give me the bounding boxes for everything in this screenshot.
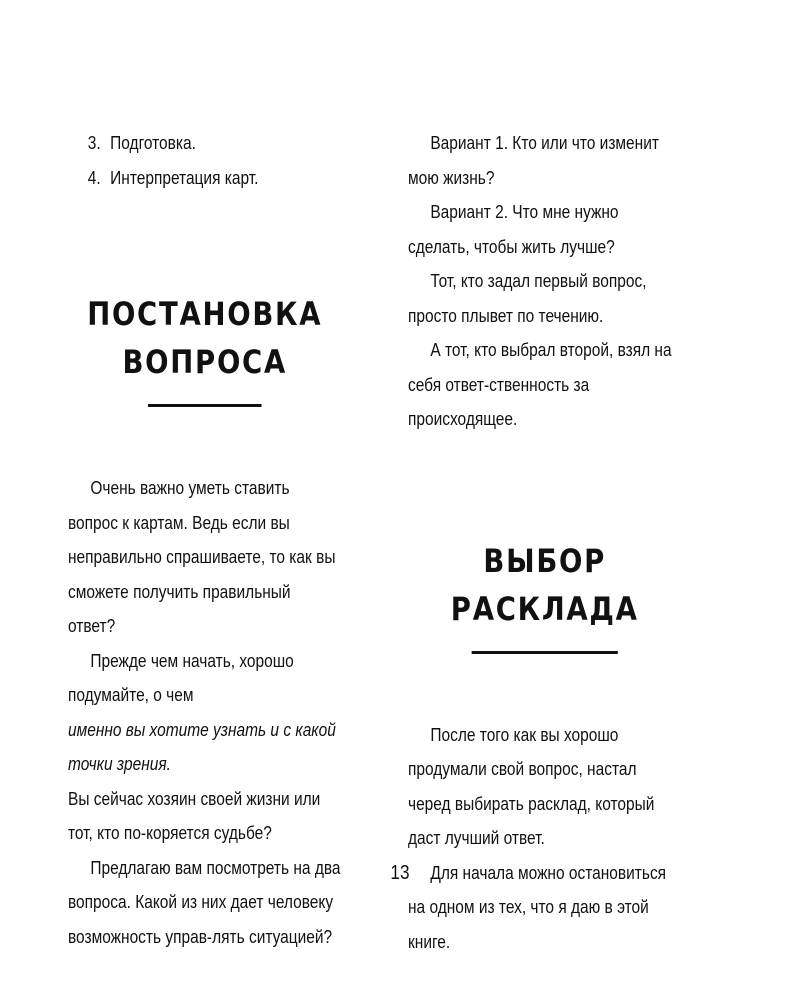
- right-column: [408, 126, 726, 959]
- paragraph: Для начала можно остановиться на одном из тех, что я даю в этой книге.: [408, 862, 667, 952]
- emphasis-text: именно вы хотите узнать и с какой точки зрения.: [68, 719, 336, 774]
- list-item-number: 3.: [87, 133, 101, 153]
- list-item: [68, 126, 386, 161]
- paragraph: Вариант 2. Что мне нужно сделать, чтобы жить лучше?: [408, 202, 619, 257]
- list-item: [68, 161, 386, 196]
- paragraph: После того как вы хорошо продумали свой вопрос, настал черед выбирать расклад, который даст лучший ответ.: [408, 724, 655, 848]
- heading-underline: [148, 404, 262, 407]
- heading-line: ПОСТАНОВКА: [87, 295, 323, 333]
- paragraph: Тот, кто задал первый вопрос, просто плывет по течению.: [408, 271, 647, 326]
- heading-line: РАСКЛАДА: [450, 589, 639, 628]
- section-body: [408, 718, 681, 960]
- paragraph: Вариант 1. Кто или что изменит мою жизнь?: [408, 133, 659, 188]
- heading-line: ВОПРОСА: [122, 343, 287, 381]
- paragraph: Предлагаю вам посмотреть на два вопроса. Какой из них дает человеку возможность управ-лять ситуацией?: [68, 857, 341, 947]
- heading-underline: [472, 651, 618, 654]
- list-item-text: Подготовка.: [110, 133, 196, 153]
- list-item-number: 4.: [87, 167, 101, 188]
- section-heading-spread: [408, 537, 681, 654]
- section-heading-question: [68, 290, 341, 407]
- left-column: [68, 126, 386, 954]
- list-item-text: Интерпретация карт.: [110, 167, 259, 188]
- paragraph: Очень важно уметь ставить вопрос к картам. Ведь если вы неправильно спрашиваете, то как вы сможете получить правильный ответ?: [68, 478, 336, 636]
- paragraph: Прежде чем начать, хорошо подумайте, о чем: [68, 650, 294, 705]
- paragraph: Вы сейчас хозяин своей жизни или тот, кто по-коряется судьбе?: [68, 788, 321, 843]
- paragraph: А тот, кто выбрал второй, взял на себя ответ-ственность за происходящее.: [408, 340, 672, 429]
- section-body: [408, 126, 681, 437]
- heading-line: ВЫБОР: [483, 541, 607, 580]
- page-number: 13: [390, 862, 410, 884]
- paragraph-italic: [68, 713, 341, 782]
